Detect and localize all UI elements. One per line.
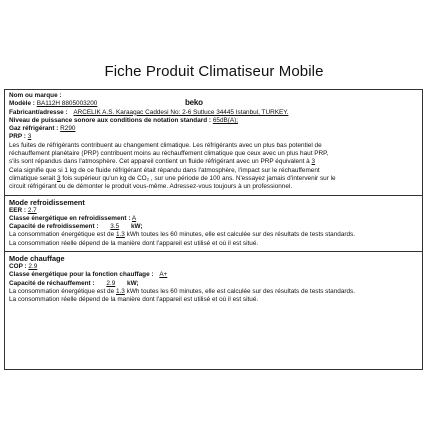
- gas-note-line: circuit réfrigérant ou de démonter le produit vous-même. Adressez-vous toujours à un professionnel.: [9, 183, 293, 191]
- eer-value: 2.7: [27, 206, 37, 214]
- manufacturer-row: [9, 109, 418, 117]
- heating-capacity-value: 2.9: [106, 279, 116, 287]
- gas-note-text: fois supérieur qu'un kg de CO₂ , sur une période de 100 ans. N'essayez jamais d'intervenir sur le: [62, 174, 336, 182]
- gwp-value: 3: [311, 158, 316, 166]
- divider: [5, 251, 422, 252]
- gwp-multiplier: 3: [56, 174, 61, 182]
- cop-row: [9, 263, 418, 271]
- cooling-capacity-label: Capacité de refroidissement :: [9, 223, 99, 231]
- consumption-text: kWh toutes les 60 minutes, elle est calculée sur des résultats de tests standards.: [126, 231, 356, 239]
- heating-class-label: Classe énergétique pour la fonction chauffage :: [9, 271, 154, 279]
- brand-row: [9, 92, 418, 100]
- gas-label: Gaz réfrigérant :: [9, 125, 59, 133]
- gas-note-line: réchauffement planétaire (PRP) contribuent moins au réchauffement climatique que ceux avec un plus haut PRP,: [9, 150, 329, 158]
- cooling-consumption-row: [9, 231, 418, 239]
- heating-consumption-value: 1.3: [115, 287, 125, 295]
- prp-row: [9, 133, 418, 141]
- heating-consumption-row: [9, 288, 418, 296]
- cooling-class-label: Classe énergétique en refroidissement :: [9, 214, 131, 222]
- divider: [5, 195, 422, 196]
- cooling-capacity-unit: kW: [130, 223, 141, 231]
- product-sheet-card: [4, 89, 423, 370]
- gas-note-text: s'ils sont répandus dans l'atmosphère. Cet appareil contient un fluide réfrigérant avec un PRP équivalent à: [9, 158, 310, 166]
- heating-capacity-label: Capacité de réchauffement :: [9, 279, 95, 287]
- heating-class-value: A+: [159, 271, 168, 279]
- eer-row: [9, 207, 418, 215]
- heating-usage-note: La consommation réelle dépend de la manière dont l'appareil est utilisé et où il est situé.: [9, 296, 259, 304]
- gas-note-line: [9, 158, 418, 166]
- gas-note: [9, 142, 418, 192]
- heating-capacity-unit: kW: [127, 279, 137, 287]
- gas-row: [9, 125, 418, 133]
- model-row: [9, 100, 418, 108]
- noise-label: Niveau de puissance sonore aux conditions de notation standard :: [9, 116, 212, 124]
- cooling-capacity-value: 3.5: [110, 223, 120, 231]
- consumption-text: La consommation énergétique est de: [9, 287, 115, 295]
- consumption-text: La consommation énergétique est de: [9, 231, 115, 239]
- consumption-text: kWh toutes les 60 minutes, elle est calculée sur des résultats de tests standards.: [126, 287, 356, 295]
- manufacturer-value: ARCELIK A.S. Karaagac Caddesi No: 2-6 Sutluce 34445 Istanbul, TURKEY.: [73, 108, 289, 116]
- model-value: BA112H 8805003200: [36, 100, 98, 108]
- heating-capacity-row: Capacité de réchauffement : 2.9 kW;: [9, 279, 139, 287]
- brand-label: Nom ou marque :: [9, 92, 62, 99]
- heating-heading: Mode chauffage: [9, 254, 65, 264]
- page-title: Fiche Produit Climatiseur Mobile: [104, 63, 324, 80]
- eer-label: EER :: [9, 206, 27, 214]
- gas-value: R290: [60, 125, 76, 133]
- cop-value: 2.9: [28, 263, 38, 271]
- beko-logo: beko: [185, 98, 203, 108]
- model-label: Modèle :: [9, 100, 35, 108]
- gas-note-line: Cela signifie que si 1 kg de ce fluide réfrigérant était répandu dans l'atmosphère, l'impact sur le réchauffement: [9, 166, 320, 174]
- cooling-class-value: A: [131, 214, 137, 222]
- noise-row: [9, 117, 418, 125]
- cooling-capacity-row: Capacité de refroidissement : 3.5 kW;: [9, 223, 143, 231]
- prp-label: PRP :: [9, 133, 26, 141]
- cop-label: COP :: [9, 263, 27, 271]
- cooling-heading: Mode refroidissement: [9, 197, 85, 207]
- cooling-usage-note: La consommation réelle dépend de la manière dont l'appareil est utilisé et où il est situé.: [9, 239, 259, 247]
- prp-value: 3: [27, 133, 32, 141]
- gas-note-line: [9, 175, 418, 183]
- cooling-class-row: [9, 215, 418, 223]
- cooling-consumption-value: 1.3: [115, 231, 125, 239]
- gas-note-text: climatique serait: [9, 174, 56, 182]
- noise-value: 65dB(A);: [212, 116, 239, 124]
- manufacturer-label: Fabricant/adresse :: [9, 108, 68, 116]
- gas-note-line: Les fuites de réfrigérants contribuent au changement climatique. Les réfrigérants avec un plus bas potentiel de: [9, 141, 322, 149]
- heating-class-row: [9, 271, 418, 279]
